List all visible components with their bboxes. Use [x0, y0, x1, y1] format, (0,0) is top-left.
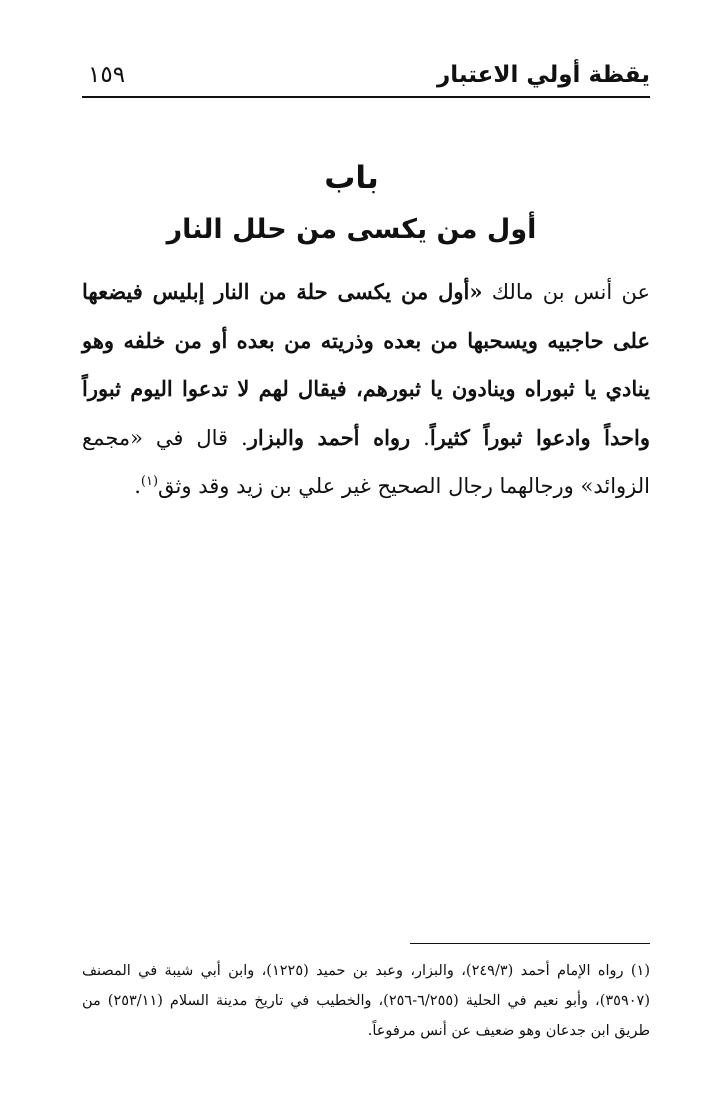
- body-intro: عن أنس بن مالك: [482, 280, 650, 304]
- chapter-label: باب: [324, 160, 379, 196]
- body-after-hadith: .: [410, 425, 430, 450]
- running-header: [82, 58, 650, 98]
- footnote: (١) رواه الإمام أحمد (٢٤٩/٣)، والبزار، وعبد بن حميد (١٢٢٥)، وابن أبي شيبة في المصنف (٣٥٩٠٧)، وأبو نعيم في الحلية (٦/٢٥٥-٢٥٦)، والخطيب في تاريخ مدينة السلام (٢٥٣/١١) من طريق ابن جدعان وهو ضعيف عن أنس مرفوعاً.: [82, 963, 651, 1039]
- footnote-divider: [410, 943, 650, 944]
- body-commentary: . قال في «مجمع الزوائد» ورجالهما رجال الصحيح غير علي بن زيد وقد وثق: [82, 425, 650, 498]
- chapter-title: أول من يكسى من حلل النار: [166, 214, 537, 245]
- hadith-source: رواه أحمد والبزار: [247, 424, 411, 450]
- page-number: ١٥٩: [88, 62, 126, 88]
- header-title: يقظة أولي الاعتبار: [436, 62, 650, 88]
- hadith-text: «أول من يكسى حلة من النار إبليس فيضعها على حاجبيه ويسحبها من بعده وذريته من بعده أو من خلفه وهو ينادي يا ثبوراه وينادون يا ثبورهم، فيقال لهم لا تدعوا اليوم ثبوراً واحداً وادعوا ثبوراً كثيراً: [82, 279, 650, 450]
- footnote-marker[interactable]: (١): [140, 474, 159, 489]
- body-paragraph: [82, 268, 650, 511]
- body-ending: .: [134, 474, 141, 498]
